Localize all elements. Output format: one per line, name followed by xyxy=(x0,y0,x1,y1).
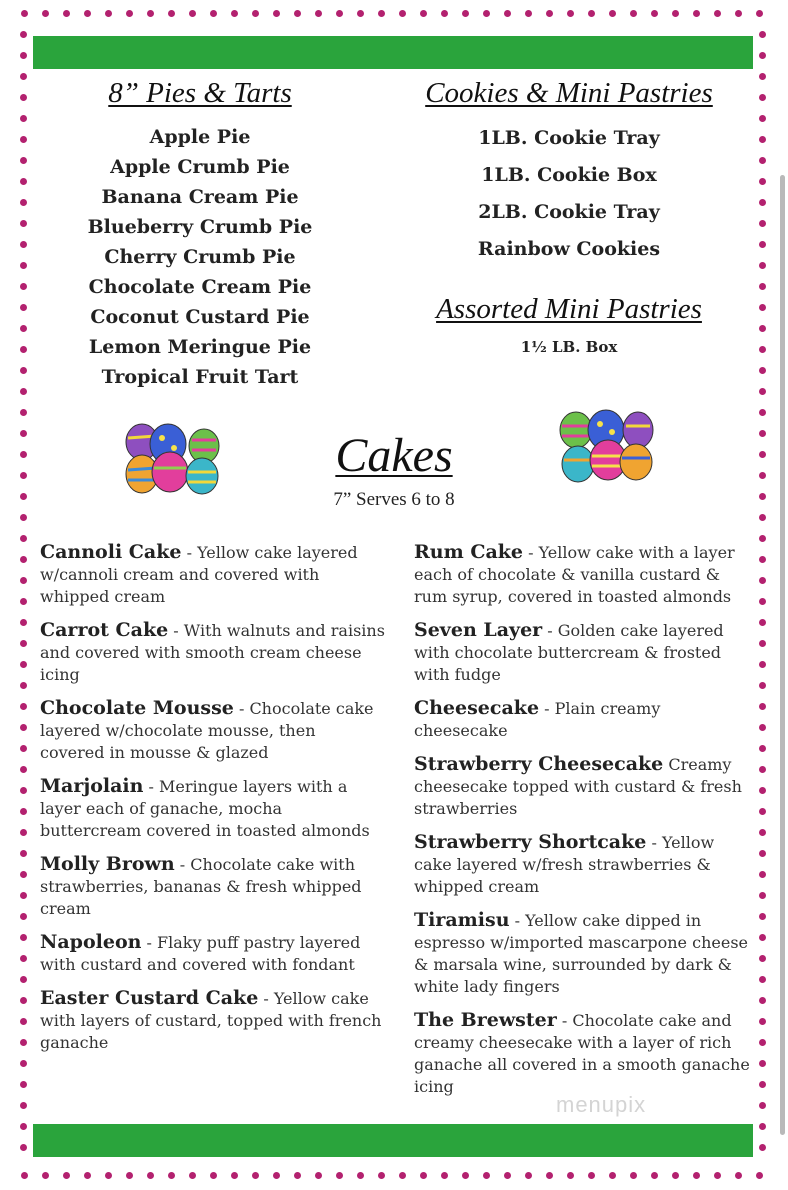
border-dot xyxy=(20,703,27,710)
border-dot xyxy=(672,10,679,17)
border-dot xyxy=(20,997,27,1004)
border-dot xyxy=(20,94,27,101)
easter-eggs-icon xyxy=(554,406,658,486)
border-dot xyxy=(20,136,27,143)
border-dot xyxy=(20,31,27,38)
border-dot xyxy=(315,1172,322,1179)
border-dot xyxy=(357,10,364,17)
border-dot xyxy=(20,619,27,626)
border-dot xyxy=(759,367,766,374)
mini-pastries-size: 1½ LB. Box xyxy=(520,338,618,356)
border-dot xyxy=(759,241,766,248)
border-dot xyxy=(20,52,27,59)
border-dot xyxy=(759,766,766,773)
border-dot xyxy=(651,1172,658,1179)
border-dot xyxy=(525,1172,532,1179)
border-dot xyxy=(20,556,27,563)
list-item: 2LB. Cookie Tray xyxy=(478,201,660,223)
cake-name: Marjolain xyxy=(40,775,144,797)
border-dot xyxy=(20,577,27,584)
border-dot xyxy=(147,10,154,17)
border-dot xyxy=(168,1172,175,1179)
border-dot xyxy=(759,199,766,206)
border-dot xyxy=(759,178,766,185)
border-dot xyxy=(759,31,766,38)
border-dot xyxy=(756,1172,763,1179)
border-dot xyxy=(399,10,406,17)
cake-name: Chocolate Mousse xyxy=(40,697,234,719)
cakes-title: Cakes xyxy=(335,429,453,482)
border-dot xyxy=(294,10,301,17)
border-dot xyxy=(20,115,27,122)
border-dot xyxy=(20,1060,27,1067)
cake-name: Strawberry Cheesecake xyxy=(414,753,664,775)
border-dot xyxy=(504,1172,511,1179)
cookies-list xyxy=(408,120,730,268)
border-dot xyxy=(441,10,448,17)
border-dot xyxy=(20,1018,27,1025)
border-dot xyxy=(630,1172,637,1179)
cake-description: - Chocolate cake layered w/chocolate mousse, then covered in mousse & glazed xyxy=(40,699,374,762)
border-dot xyxy=(759,283,766,290)
cake-description: - Meringue layers with a layer each of ganache, mocha buttercream covered in toasted almonds xyxy=(40,777,370,840)
cake-description: - Golden cake layered with chocolate buttercream & frosted with fudge xyxy=(414,621,724,684)
border-dot xyxy=(483,10,490,17)
cake-description: - Yellow cake layered w/cannoli cream and covered with whipped cream xyxy=(40,543,358,606)
border-dot xyxy=(20,829,27,836)
border-dot xyxy=(759,220,766,227)
border-dot xyxy=(84,10,91,17)
list-item xyxy=(40,775,385,842)
border-dot xyxy=(20,745,27,752)
border-dot xyxy=(20,724,27,731)
list-item xyxy=(40,931,385,976)
border-dot xyxy=(252,1172,259,1179)
cookies-heading: Cookies & Mini Pastries xyxy=(425,77,713,109)
border-dot xyxy=(42,1172,49,1179)
border-dot xyxy=(759,1039,766,1046)
cake-description: Creamy cheesecake topped with custard & fresh strawberries xyxy=(414,755,742,818)
cakes-left-column xyxy=(40,541,385,1065)
cake-name: Tiramisu xyxy=(414,909,510,931)
border-dot xyxy=(759,262,766,269)
border-dot xyxy=(759,955,766,962)
border-dot xyxy=(189,1172,196,1179)
border-dot xyxy=(20,892,27,899)
border-dot xyxy=(20,388,27,395)
border-dot xyxy=(20,976,27,983)
cake-name: Cannoli Cake xyxy=(40,541,182,563)
border-dot xyxy=(759,73,766,80)
border-dot xyxy=(759,724,766,731)
border-dot xyxy=(759,934,766,941)
border-dot xyxy=(567,1172,574,1179)
border-dot xyxy=(735,1172,742,1179)
border-dot xyxy=(20,73,27,80)
border-dot xyxy=(126,10,133,17)
border-dot xyxy=(20,1039,27,1046)
border-dot xyxy=(20,514,27,521)
border-dot xyxy=(714,1172,721,1179)
border-dot xyxy=(20,367,27,374)
list-item: Banana Cream Pie xyxy=(101,186,299,208)
border-dot xyxy=(735,10,742,17)
border-dot xyxy=(357,1172,364,1179)
border-dot xyxy=(189,10,196,17)
border-dot xyxy=(20,430,27,437)
cake-description: - Plain creamy cheesecake xyxy=(414,699,661,740)
border-dot xyxy=(420,10,427,17)
border-dot xyxy=(759,1018,766,1025)
border-dot xyxy=(273,10,280,17)
border-dot xyxy=(420,1172,427,1179)
border-dot xyxy=(20,220,27,227)
list-item: Chocolate Cream Pie xyxy=(88,276,312,298)
border-dot xyxy=(20,535,27,542)
border-dot xyxy=(378,10,385,17)
border-dot xyxy=(20,955,27,962)
border-dot xyxy=(84,1172,91,1179)
cake-description: - Flaky puff pastry layered with custard and covered with fondant xyxy=(40,933,361,974)
border-dot xyxy=(252,10,259,17)
bottom-green-band xyxy=(33,1124,753,1157)
border-dot xyxy=(759,388,766,395)
list-item: Rainbow Cookies xyxy=(477,238,661,260)
border-dot xyxy=(63,1172,70,1179)
border-dot xyxy=(315,10,322,17)
border-dot xyxy=(693,10,700,17)
cake-name: Cheesecake xyxy=(414,697,540,719)
list-item: Apple Pie xyxy=(149,126,251,148)
list-item: Coconut Custard Pie xyxy=(90,306,310,328)
border-dot xyxy=(759,514,766,521)
border-dot xyxy=(21,10,28,17)
border-dot xyxy=(588,1172,595,1179)
border-dot xyxy=(759,535,766,542)
border-dot xyxy=(20,241,27,248)
border-dot xyxy=(759,577,766,584)
border-dot xyxy=(20,1102,27,1109)
border-dot xyxy=(759,1060,766,1067)
border-dot xyxy=(759,850,766,857)
border-dot xyxy=(759,1144,766,1151)
cake-name: Easter Custard Cake xyxy=(40,987,259,1009)
border-dot xyxy=(759,640,766,647)
border-dot xyxy=(462,1172,469,1179)
border-dot xyxy=(147,1172,154,1179)
border-dot xyxy=(20,850,27,857)
list-item xyxy=(414,831,754,898)
border-dot xyxy=(759,808,766,815)
border-dot xyxy=(20,157,27,164)
border-dot xyxy=(20,682,27,689)
border-dot xyxy=(759,409,766,416)
list-item: 1LB. Cookie Tray xyxy=(478,127,660,149)
border-dot xyxy=(231,10,238,17)
border-dot xyxy=(759,997,766,1004)
list-item xyxy=(40,697,385,764)
border-dot xyxy=(759,745,766,752)
cake-description: - Yellow cake with layers of custard, topped with french ganache xyxy=(40,989,382,1052)
border-dot xyxy=(42,10,49,17)
cake-description: - Chocolate cake with strawberries, bananas & fresh whipped cream xyxy=(40,855,362,918)
border-dot xyxy=(609,1172,616,1179)
border-dot xyxy=(20,766,27,773)
border-dot xyxy=(759,1081,766,1088)
border-dot xyxy=(20,304,27,311)
border-dot xyxy=(759,346,766,353)
border-dot xyxy=(567,10,574,17)
border-dot xyxy=(210,10,217,17)
border-dot xyxy=(63,10,70,17)
border-dot xyxy=(210,1172,217,1179)
list-item xyxy=(414,909,754,998)
border-dot xyxy=(759,304,766,311)
border-dot xyxy=(20,325,27,332)
border-dot xyxy=(21,1172,28,1179)
cake-name: Seven Layer xyxy=(414,619,543,641)
border-dot xyxy=(20,346,27,353)
border-dot xyxy=(231,1172,238,1179)
cake-name: Rum Cake xyxy=(414,541,524,563)
border-dot xyxy=(336,10,343,17)
border-dot xyxy=(588,10,595,17)
border-dot xyxy=(483,1172,490,1179)
list-item: Lemon Meringue Pie xyxy=(88,336,312,358)
mini-pastries-heading: Assorted Mini Pastries xyxy=(436,293,702,325)
border-dot xyxy=(714,10,721,17)
border-dot xyxy=(20,493,27,500)
border-dot xyxy=(759,598,766,605)
border-dot xyxy=(20,787,27,794)
list-item xyxy=(40,987,385,1054)
border-dot xyxy=(126,1172,133,1179)
border-dot xyxy=(20,199,27,206)
border-dot xyxy=(759,472,766,479)
list-item xyxy=(40,619,385,686)
list-item: Tropical Fruit Tart xyxy=(101,366,299,388)
border-dot xyxy=(20,178,27,185)
border-dot xyxy=(756,10,763,17)
cake-description: - Yellow cake layered w/fresh strawberries & whipped cream xyxy=(414,833,715,896)
border-dot xyxy=(759,430,766,437)
cake-description: - Yellow cake with a layer each of chocolate & vanilla custard & rum syrup, covered in toasted almonds xyxy=(414,543,735,606)
list-item: Blueberry Crumb Pie xyxy=(87,216,313,238)
border-dot xyxy=(759,661,766,668)
border-dot xyxy=(759,913,766,920)
border-dot xyxy=(525,10,532,17)
border-dot xyxy=(759,703,766,710)
border-dot xyxy=(20,472,27,479)
cake-name: Strawberry Shortcake xyxy=(414,831,647,853)
border-dot xyxy=(20,1123,27,1130)
border-dot xyxy=(651,10,658,17)
list-item xyxy=(414,1009,754,1098)
border-dot xyxy=(630,10,637,17)
border-dot xyxy=(20,913,27,920)
border-dot xyxy=(759,1123,766,1130)
border-dot xyxy=(20,1144,27,1151)
border-dot xyxy=(672,1172,679,1179)
border-dot xyxy=(273,1172,280,1179)
list-item xyxy=(414,753,754,820)
border-dot xyxy=(759,325,766,332)
border-dot xyxy=(20,409,27,416)
border-dot xyxy=(336,1172,343,1179)
list-item xyxy=(40,853,385,920)
border-dot xyxy=(399,1172,406,1179)
border-dot xyxy=(609,10,616,17)
border-dot xyxy=(546,10,553,17)
border-dot xyxy=(168,10,175,17)
border-dot xyxy=(20,808,27,815)
easter-eggs-icon xyxy=(120,418,224,498)
border-dot xyxy=(759,829,766,836)
pies-tarts-heading: 8” Pies & Tarts xyxy=(108,77,292,109)
cake-name: Carrot Cake xyxy=(40,619,169,641)
border-dot xyxy=(378,1172,385,1179)
list-item xyxy=(414,541,754,608)
border-dot xyxy=(20,640,27,647)
border-dot xyxy=(759,157,766,164)
border-dot xyxy=(759,871,766,878)
border-dot xyxy=(759,892,766,899)
border-dot xyxy=(759,1102,766,1109)
border-dot xyxy=(294,1172,301,1179)
border-dot xyxy=(759,682,766,689)
border-dot xyxy=(759,136,766,143)
border-dot xyxy=(759,976,766,983)
border-dot xyxy=(759,115,766,122)
watermark: menupix xyxy=(556,1092,647,1117)
border-dot xyxy=(20,451,27,458)
border-dot xyxy=(546,1172,553,1179)
list-item: 1LB. Cookie Box xyxy=(481,164,657,186)
list-item xyxy=(40,541,385,608)
cake-description: - Chocolate cake and creamy cheesecake with a layer of rich ganache all covered in a smooth ganache icing xyxy=(414,1011,750,1096)
pies-list xyxy=(60,122,340,392)
border-dot xyxy=(759,556,766,563)
border-dot xyxy=(20,598,27,605)
cake-name: Napoleon xyxy=(40,931,142,953)
list-item xyxy=(414,697,754,742)
cakes-subtitle: 7” Serves 6 to 8 xyxy=(333,489,455,510)
list-item xyxy=(414,619,754,686)
border-dot xyxy=(693,1172,700,1179)
border-dot xyxy=(20,661,27,668)
border-dot xyxy=(462,10,469,17)
top-green-band xyxy=(33,36,753,69)
border-dot xyxy=(20,283,27,290)
border-dot xyxy=(759,619,766,626)
border-dot xyxy=(759,52,766,59)
border-dot xyxy=(20,871,27,878)
border-dot xyxy=(441,1172,448,1179)
border-dot xyxy=(504,10,511,17)
cake-name: Molly Brown xyxy=(40,853,175,875)
border-dot xyxy=(105,10,112,17)
cakes-right-column xyxy=(414,541,754,1109)
border-dot xyxy=(759,451,766,458)
cake-name: The Brewster xyxy=(414,1009,557,1031)
border-dot xyxy=(20,934,27,941)
cake-description: - Yellow cake dipped in espresso w/imported mascarpone cheese & marsala wine, surrounded by dark & white lady fingers xyxy=(414,911,748,996)
border-dot xyxy=(105,1172,112,1179)
list-item: Cherry Crumb Pie xyxy=(104,246,296,268)
border-dot xyxy=(20,1081,27,1088)
border-dot xyxy=(759,493,766,500)
border-dot xyxy=(759,787,766,794)
border-dot xyxy=(20,262,27,269)
cake-description: - With walnuts and raisins and covered with smooth cream cheese icing xyxy=(40,621,385,684)
list-item: Apple Crumb Pie xyxy=(110,156,290,178)
border-dot xyxy=(759,94,766,101)
